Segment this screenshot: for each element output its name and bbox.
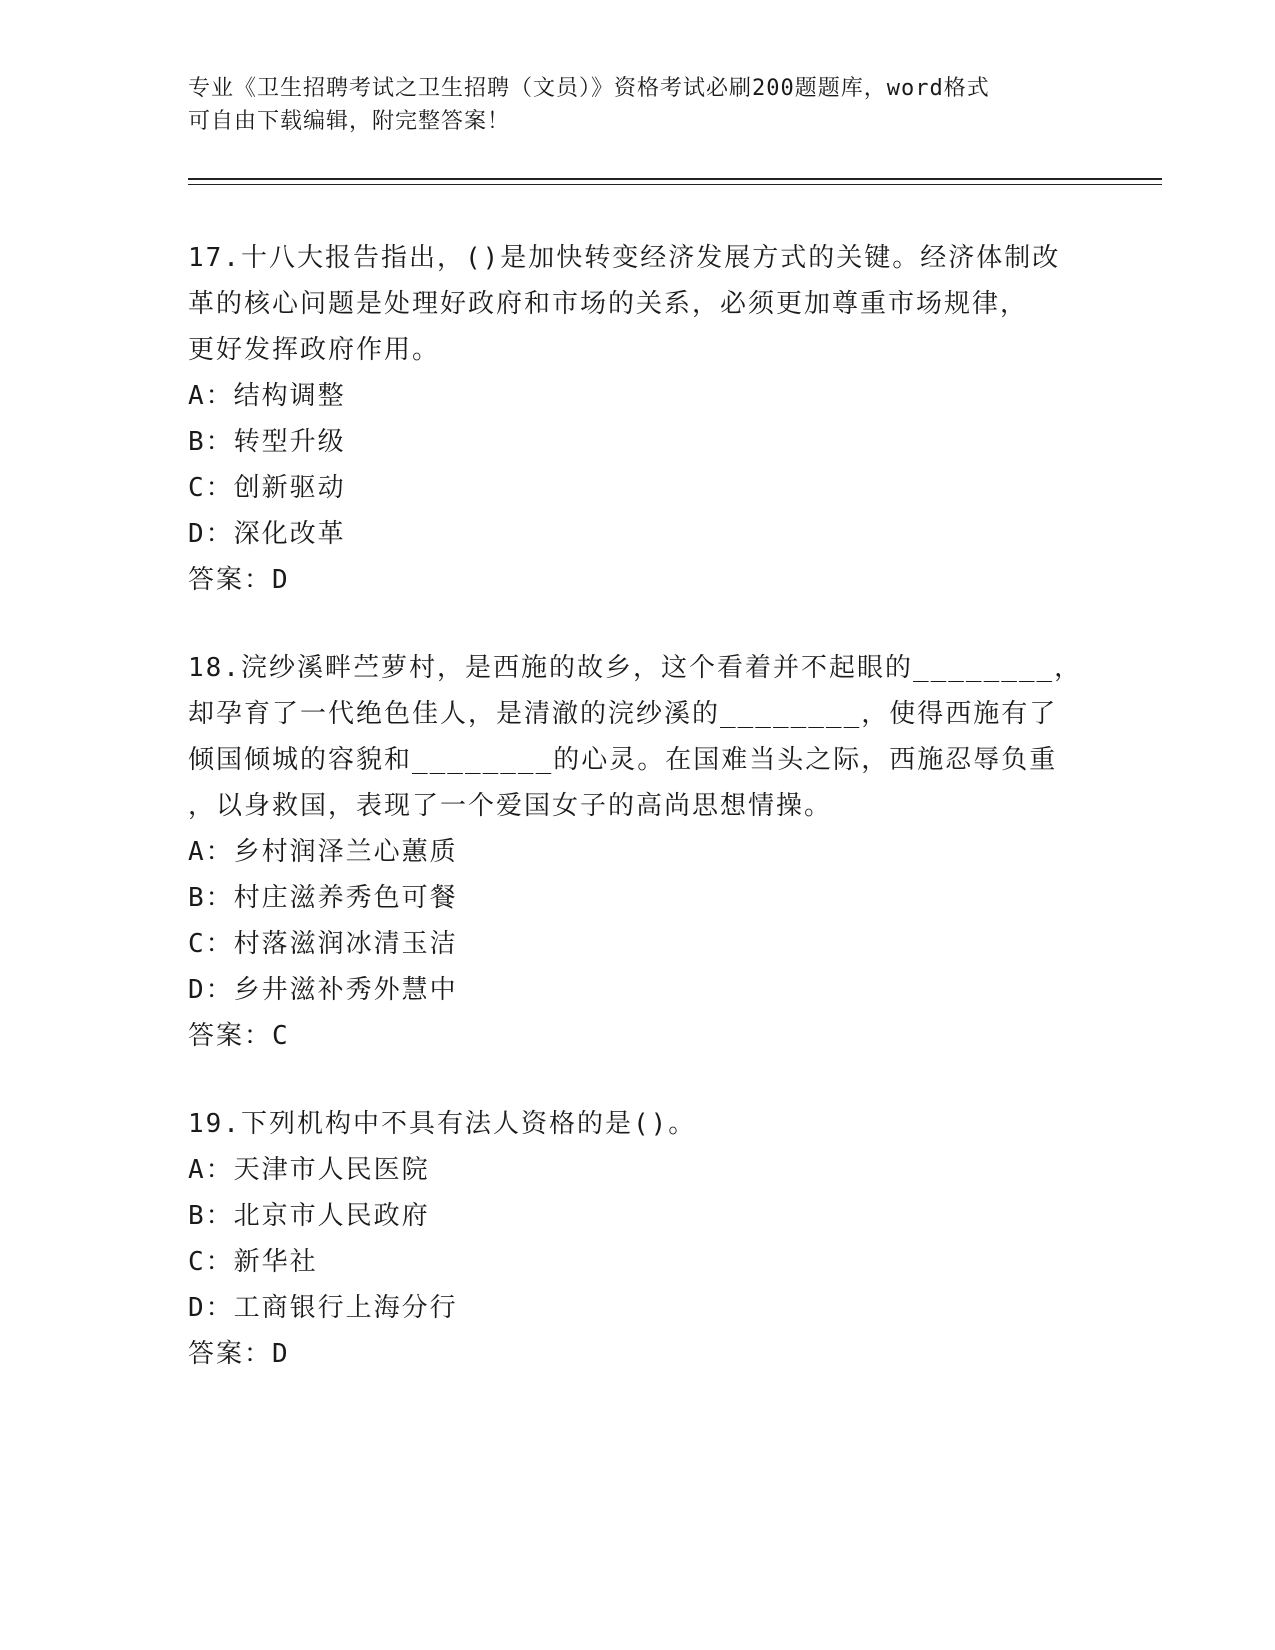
option-b: B：村庄滋养秀色可餐 <box>188 883 458 913</box>
question-stem <box>188 235 1088 373</box>
header-divider-thin <box>188 184 1162 185</box>
stem-line: 更好发挥政府作用。 <box>188 335 441 365</box>
question-stem <box>188 1101 1088 1147</box>
option-b: B：转型升级 <box>188 427 346 457</box>
answer-label: 答案：D <box>188 565 290 595</box>
stem-line: ，以身救国，表现了一个爱国女子的高尚思想情操。 <box>188 791 833 821</box>
option-d: D：工商银行上海分行 <box>188 1293 458 1323</box>
question-17 <box>188 235 1088 603</box>
stem-line: 倾国倾城的容貌和________的心灵。在国难当头之际，西施忍辱负重 <box>188 745 1058 775</box>
header-divider-thick <box>188 178 1162 180</box>
stem-line: 18.浣纱溪畔苎萝村，是西施的故乡，这个看着并不起眼的________， <box>188 653 1083 683</box>
document-header <box>188 72 1068 138</box>
option-c: C：创新驱动 <box>188 473 346 503</box>
stem-line: 却孕育了一代绝色佳人，是清澈的浣纱溪的________，使得西施有了 <box>188 699 1058 729</box>
question-list <box>188 235 1088 1419</box>
option-d: D：深化改革 <box>188 519 346 549</box>
stem-line: 19.下列机构中不具有法人资格的是()。 <box>188 1109 697 1139</box>
option-c: C：村落滋润冰清玉洁 <box>188 929 458 959</box>
option-a: A：乡村润泽兰心蕙质 <box>188 837 458 867</box>
stem-line: 革的核心问题是处理好政府和市场的关系，必须更加尊重市场规律， <box>188 289 1029 319</box>
option-c: C：新华社 <box>188 1247 318 1277</box>
question-stem <box>188 645 1088 829</box>
answer-label: 答案：D <box>188 1339 290 1369</box>
answer-label: 答案：C <box>188 1021 290 1051</box>
question-19 <box>188 1101 1088 1377</box>
question-18 <box>188 645 1088 1059</box>
header-line-2: 可自由下载编辑，附完整答案！ <box>188 109 511 134</box>
option-a: A：结构调整 <box>188 381 346 411</box>
option-a: A：天津市人民医院 <box>188 1155 430 1185</box>
option-b: B：北京市人民政府 <box>188 1201 430 1231</box>
option-d: D：乡井滋补秀外慧中 <box>188 975 458 1005</box>
stem-line: 17.十八大报告指出，()是加快转变经济发展方式的关键。经济体制改 <box>188 243 1061 273</box>
header-line-1: 专业《卫生招聘考试之卫生招聘（文员）》资格考试必刷200题题库，word格式 <box>188 76 990 101</box>
